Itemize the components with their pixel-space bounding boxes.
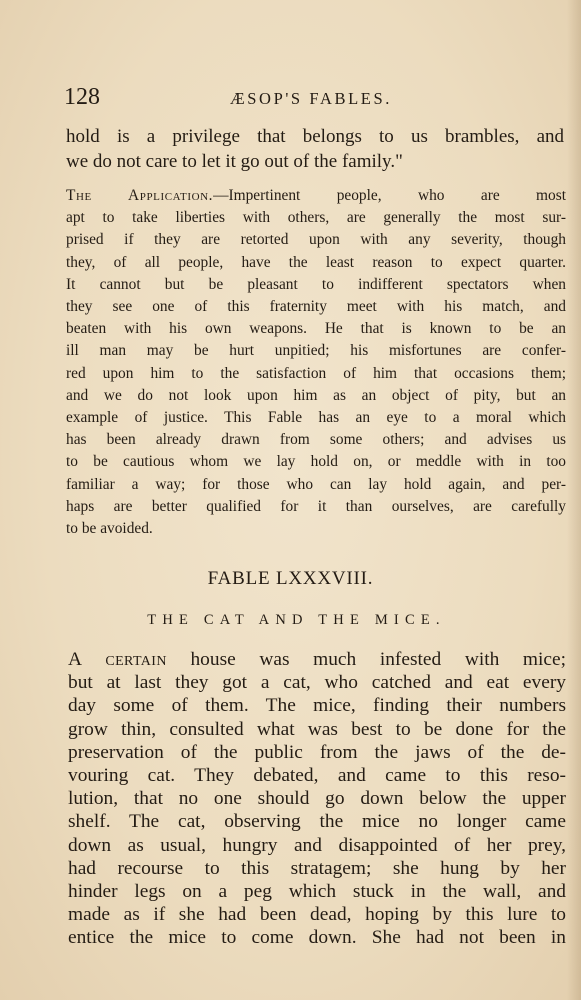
- text-line: apt to take liberties with others, are generally the most sur-: [66, 209, 566, 227]
- text-line: down as usual, hungry and disappointed of her prey,: [68, 834, 566, 856]
- continuation-paragraph: [66, 124, 564, 174]
- text-line: has been already drawn from some others; and advises us: [66, 431, 566, 449]
- application-paragraph: [66, 185, 566, 540]
- text-line: beaten with his own weapons. He that is known to be an: [66, 320, 566, 338]
- text-line: example of justice. This Fable has an eye to a moral which: [66, 409, 566, 427]
- text-line: to be cautious whom we lay hold on, or meddle with in too: [66, 453, 566, 471]
- text-line: hinder legs on a peg which stuck in the wall, and: [68, 881, 566, 903]
- text-line: grow thin, consulted what was best to be done for the: [68, 718, 566, 740]
- fable-paragraph: [68, 648, 566, 950]
- text-line: had recourse to this stratagem; she hung by her: [68, 857, 566, 879]
- text-line: entice the mice to come down. She had not been in: [68, 927, 566, 949]
- text-line: but at last they got a cat, who catched and eat every: [68, 672, 566, 694]
- page-edge-shadow: [567, 0, 581, 1000]
- text-line: day some of them. The mice, finding their numbers: [68, 695, 566, 717]
- text-line: they, of all people, have the least reason to expect quarter.: [66, 253, 566, 271]
- text-line: familiar a way; for those who can lay hold again, and per-: [66, 475, 566, 493]
- fable-number-heading: FABLE LXXXVIII.: [207, 568, 374, 589]
- running-title: ÆSOP'S FABLES.: [230, 89, 392, 108]
- text-line: red upon him to the satisfaction of him that occasions them;: [66, 364, 566, 382]
- text-line: It cannot but be pleasant to indifferent spectators when: [66, 275, 566, 293]
- running-head: [64, 82, 564, 112]
- text-line: we do not care to let it go out of the family.": [66, 151, 403, 172]
- fable-title-heading: THE CAT AND THE MICE.: [147, 612, 446, 628]
- text-line: A certain house was much infested with mice;: [68, 649, 566, 670]
- text-line: ill man may be hurt unpitied; his misfortunes are confer-: [66, 342, 566, 360]
- text-line: to be avoided.: [66, 520, 153, 538]
- text-line: and we do not look upon him as an object of pity, but an: [66, 386, 566, 404]
- fable-lead: A certain: [68, 649, 167, 670]
- text-line: preservation of the public from the jaws of the de-: [68, 741, 566, 763]
- page-number: 128: [64, 84, 100, 110]
- text-line: made as if she had been dead, hoping by this lure to: [68, 904, 566, 926]
- text-line: they see one of this fraternity meet with his match, and: [66, 298, 566, 316]
- text-line: haps are better qualified for it than ourselves, are carefully: [66, 497, 566, 515]
- application-lead: The Application.: [66, 187, 214, 204]
- text-line: lution, that no one should go down below the upper: [68, 788, 566, 810]
- text-line: vouring cat. They debated, and came to this reso-: [68, 765, 566, 787]
- text-line: hold is a privilege that belongs to us brambles, and: [66, 126, 564, 147]
- text-line: The Application.—Impertinent people, who are most: [66, 187, 566, 204]
- text-line: shelf. The cat, observing the mice no longer came: [68, 811, 566, 833]
- text-line: prised if they are retorted upon with any severity, though: [66, 231, 566, 249]
